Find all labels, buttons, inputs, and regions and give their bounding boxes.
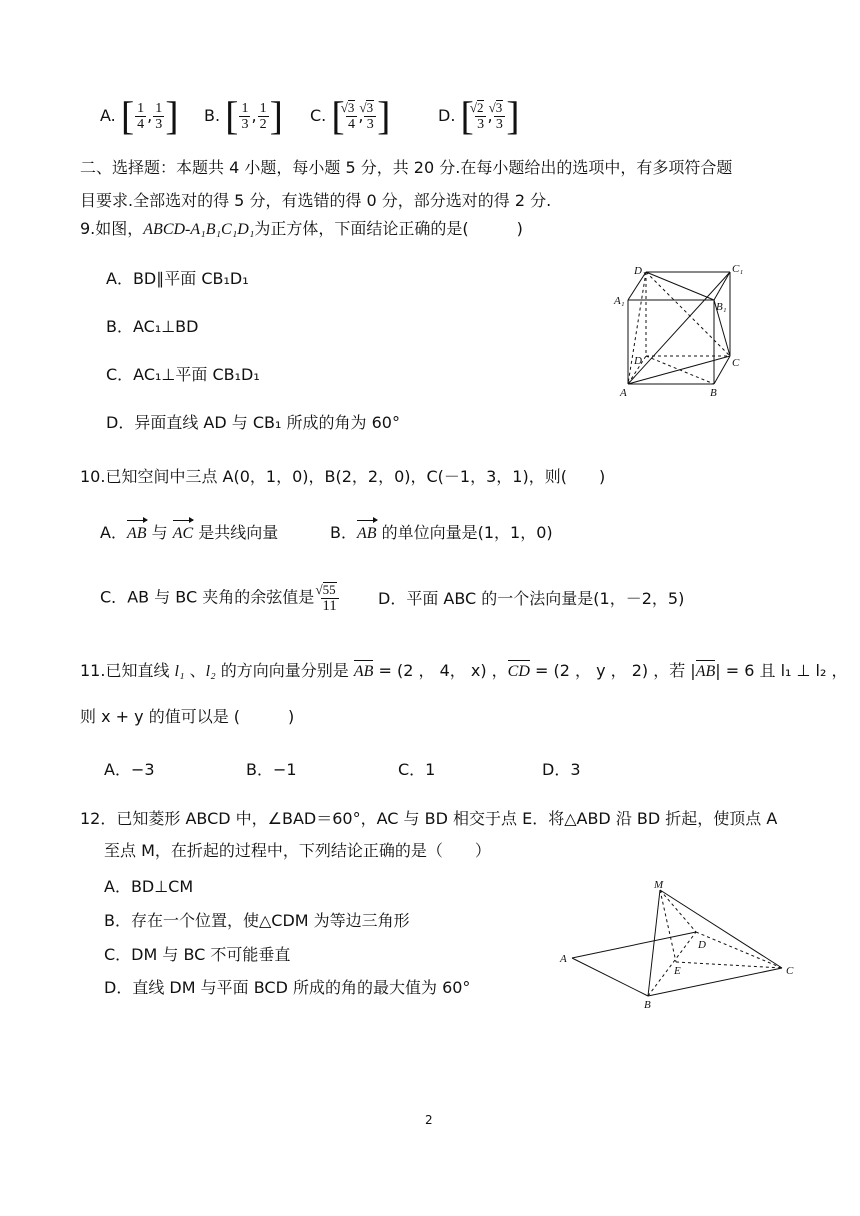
fold-label-c: C [786, 965, 794, 977]
q12-option-b: B．存在一个位置，使△CDM 为等边三角形 [104, 911, 410, 930]
fold-label-m: M [654, 879, 664, 891]
q9-option-b: B．AC₁⊥BD [106, 317, 199, 336]
q8-option-d: D. [ √ $\frac{2}{3}$ , √ $\frac{3}{3}$ ] [438, 96, 520, 136]
cube-label-a1: A₁ [614, 295, 625, 307]
q10-option-b: B．AB 的单位向量是(1，1，0) [330, 522, 553, 545]
cube-label-a: A [620, 387, 627, 399]
cube-label-b1: B₁ [716, 301, 727, 313]
q11-option-a: A．−3 [104, 760, 155, 779]
q11-option-b: B．−1 [246, 760, 297, 779]
q11-stem-line2: 则 x + y 的值可以是 ( ) [80, 707, 295, 726]
cube-label-d: D [634, 355, 642, 367]
q11-stem-line1: 11.已知直线 l₁ 、l₂ 的方向向量分别是 AB = (2 ， 4， x) ，CD = (2 ， y ， 2) ，若 |AB| = 6 且 l₁ ⊥ l₂ ， [80, 660, 848, 683]
section2-line2: 目要求.全部选对的得 5 分，有选错的得 0 分，部分选对的得 2 分. [80, 191, 552, 210]
q8-option-c: C. [ √ $\frac{3}{4}$ , √ $\frac{3}{3}$ ] [310, 96, 390, 136]
cube-label-c: C [732, 357, 740, 369]
fold-label-e: E [674, 965, 681, 977]
q12-option-c: C．DM 与 BC 不可能垂直 [104, 945, 291, 964]
cube-label-c1: C₁ [732, 264, 744, 275]
q11-option-c: C．1 [398, 760, 436, 779]
q12-stem-line2: 至点 M，在折起的过程中，下列结论正确的是（ ） [104, 841, 491, 860]
q10-option-a: A．AB 与 AC 是共线向量 [100, 522, 278, 545]
fold-label-a: A [560, 953, 567, 965]
fold-label-b: B [644, 999, 651, 1011]
cube-label-b: B [710, 387, 717, 399]
cube-figure [604, 264, 764, 404]
q11-option-d: D．3 [542, 760, 581, 779]
q10-stem: 10.已知空间中三点 A(0，1，0)，B(2，2，0)，C(－1，3，1)，则( ) [80, 467, 606, 486]
page-number: 2 [425, 1113, 433, 1127]
q12-option-a: A．BD⊥CM [104, 877, 194, 896]
q12-stem-line1: 12．已知菱形 ABCD 中，∠BAD＝60°，AC 与 BD 相交于点 E．将△ABD 沿 BD 折起，使顶点 A [80, 809, 778, 828]
fold-figure [556, 876, 806, 1016]
q9-option-c: C．AC₁⊥平面 CB₁D₁ [106, 365, 260, 384]
q10-option-c: C．AB 与 BC 夹角的余弦值是 √ $\frac{55}{11}$ [100, 582, 340, 614]
q10-option-d: D．平面 ABC 的一个法向量是(1，－2，5) [378, 589, 685, 608]
q9-option-a: A．BD∥平面 CB₁D₁ [106, 269, 249, 288]
q12-option-d: D．直线 DM 与平面 BCD 所成的角的最大值为 60° [104, 978, 471, 997]
q9-stem: 9.如图，ABCD-A₁B₁C₁D₁为正方体，下面结论正确的是( ) [80, 219, 523, 238]
q8-option-b: B. [ $\frac{1}{3}$ , $\frac{1}{2}$ ] [204, 93, 283, 138]
section2-line1: 二、选择题：本题共 4 小题，每小题 5 分，共 20 分.在每小题给出的选项中，有多项符合题 [80, 158, 733, 177]
q8-option-a: A. [ $\frac{1}{4}$ , $\frac{1}{3}$ ] [100, 93, 179, 138]
fold-label-d: D [698, 939, 706, 951]
q9-option-d: D．异面直线 AD 与 CB₁ 所成的角为 60° [106, 413, 400, 432]
cube-label-d1: D₁ [634, 265, 646, 277]
